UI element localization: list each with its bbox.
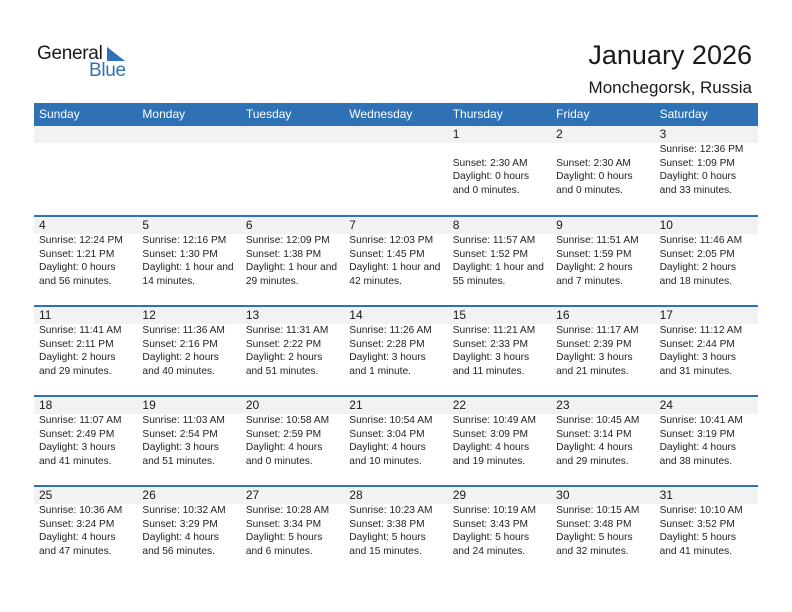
- sun-info: [142, 504, 240, 558]
- sunset-text: Sunset: 2:11 PM: [39, 338, 114, 350]
- sunrise-text: Sunrise: 12:36 PM: [659, 144, 744, 155]
- sun-info: [453, 234, 551, 288]
- sun-info: [453, 324, 551, 378]
- daylight-text: Daylight: 2 hours: [142, 352, 219, 364]
- daylight-text: and 11 minutes.: [452, 365, 525, 377]
- sun-info: [142, 414, 240, 468]
- sunset-text: Sunset: 1:21 PM: [39, 248, 115, 260]
- daylight-text: and 32 minutes.: [556, 545, 629, 557]
- sun-info: [246, 504, 344, 558]
- daylight-text: and 51 minutes.: [142, 455, 215, 467]
- day-number: 29: [452, 488, 467, 502]
- day-cell: [137, 487, 240, 575]
- daylight-text: and 6 minutes.: [245, 545, 313, 557]
- sunrise-text: Sunrise: 10:15 AM: [556, 505, 640, 516]
- day-number: 12: [142, 308, 156, 322]
- sun-info: [246, 234, 344, 288]
- day-cell: [551, 397, 654, 485]
- day-cell: [241, 217, 344, 305]
- day-number: 27: [245, 488, 260, 502]
- day-number: 1: [452, 127, 460, 141]
- day-cell: [344, 126, 447, 214]
- day-number: 18: [39, 398, 53, 412]
- day-cell: [241, 126, 344, 214]
- sunset-text: Sunset: 3:09 PM: [452, 428, 529, 440]
- daylight-text: and 1 minute.: [349, 365, 412, 377]
- sunset-text: Sunset: 1:59 PM: [556, 248, 632, 260]
- sunrise-text: Sunrise: 10:58 AM: [245, 415, 330, 426]
- day-number: 23: [556, 398, 570, 412]
- week-row: [34, 126, 758, 215]
- weekday-friday: Friday: [556, 107, 590, 121]
- sunset-text: Sunset: 1:45 PM: [349, 248, 425, 260]
- daylight-text: Daylight: 3 hours: [349, 352, 426, 364]
- daylight-text: Daylight: 0 hours: [452, 171, 530, 183]
- sunset-text: Sunset: 3:24 PM: [39, 518, 115, 530]
- page-title: January 2026: [588, 40, 752, 70]
- daylight-text: Daylight: 3 hours: [142, 442, 219, 454]
- sunset-text: Sunset: 2:33 PM: [452, 338, 529, 350]
- daylight-text: Daylight: 4 hours: [452, 442, 530, 454]
- daylight-text: and 10 minutes.: [349, 455, 422, 467]
- day-cell: [34, 126, 137, 214]
- week-cells: [34, 487, 758, 575]
- sun-info: [453, 504, 551, 558]
- sunset-text: Sunset: 1:52 PM: [452, 248, 529, 260]
- sun-info: [660, 414, 758, 468]
- day-cell: [137, 126, 240, 214]
- day-number: 2: [556, 127, 563, 141]
- week-cells: [34, 217, 758, 305]
- sunrise-text: Sunrise: 12:09 PM: [245, 235, 330, 246]
- week-cells: [34, 126, 758, 214]
- day-number: 13: [245, 308, 260, 322]
- sun-info: [453, 414, 551, 468]
- sunset-text: Sunset: 3:14 PM: [556, 428, 632, 440]
- daylight-text: and 47 minutes.: [39, 545, 112, 557]
- sun-info: [142, 324, 240, 378]
- daylight-text: and 51 minutes.: [245, 365, 319, 377]
- daylight-text: and 19 minutes.: [452, 455, 526, 467]
- day-cell: [34, 307, 137, 395]
- sunrise-text: Sunrise: 12:03 PM: [349, 235, 434, 246]
- sunrise-text: Sunrise: 11:07 AM: [39, 415, 122, 426]
- sunset-text: Sunset: 2:54 PM: [142, 428, 218, 440]
- day-number: 11: [39, 308, 52, 322]
- calendar-grid: [34, 103, 758, 575]
- sun-info: [349, 504, 447, 558]
- day-number: 26: [142, 488, 156, 502]
- sunrise-text: Sunrise: 10:23 AM: [349, 505, 433, 516]
- daylight-text: and 41 minutes.: [659, 545, 733, 557]
- daylight-text: Daylight: 2 hours: [245, 352, 323, 364]
- daylight-text: and 31 minutes.: [659, 365, 733, 377]
- day-cell: [448, 307, 551, 395]
- day-cell: [448, 126, 551, 214]
- sun-info: [660, 504, 758, 558]
- weekday-monday: Monday: [142, 107, 186, 121]
- day-number: 3: [659, 127, 667, 141]
- sun-info: [556, 324, 654, 378]
- daylight-text: Daylight: 5 hours: [556, 532, 633, 544]
- daylight-text: Daylight: 0 hours: [39, 262, 116, 274]
- sunset-text: Sunset: 1:09 PM: [659, 157, 735, 169]
- sunrise-text: Sunrise: 12:24 PM: [39, 235, 123, 246]
- daylight-text: Daylight: 3 hours: [556, 352, 633, 364]
- daylight-text: and 24 minutes.: [452, 545, 526, 557]
- day-cell: [241, 307, 344, 395]
- day-cell: [448, 217, 551, 305]
- day-number: 30: [556, 488, 570, 502]
- sunset-text: Sunset: 3:48 PM: [556, 518, 632, 530]
- day-number: 9: [556, 218, 563, 232]
- sunrise-text: [453, 143, 551, 157]
- sunrise-text: Sunrise: 10:19 AM: [452, 505, 536, 516]
- weekday-tuesday: Tuesday: [245, 107, 292, 121]
- sunrise-text: Sunrise: 11:36 AM: [142, 325, 225, 336]
- sunrise-text: Sunrise: 11:41 AM: [39, 325, 122, 336]
- day-cell: [34, 487, 137, 575]
- weekday-thursday: Thursday: [452, 107, 503, 121]
- week-row: [34, 485, 758, 575]
- sunrise-text: Sunrise: 10:36 AM: [39, 505, 123, 516]
- week-row: [34, 215, 758, 305]
- day-number: 14: [349, 308, 363, 322]
- sunset-text: Sunset: 2:30 AM: [556, 157, 631, 169]
- day-cell: [655, 487, 758, 575]
- sunset-text: Sunset: 2:39 PM: [556, 338, 632, 350]
- sunset-text: Sunset: 1:38 PM: [245, 248, 322, 260]
- day-number: 4: [39, 218, 46, 232]
- day-number: 22: [452, 398, 467, 412]
- daylight-text: and 29 minutes.: [556, 455, 629, 467]
- week-cells: [34, 397, 758, 485]
- week-row: [34, 305, 758, 395]
- daylight-text: Daylight: 1 hour and: [452, 262, 544, 274]
- sunset-text: Sunset: 3:52 PM: [659, 518, 735, 530]
- daylight-text: and 18 minutes.: [659, 275, 733, 287]
- sunset-text: Sunset: 2:28 PM: [349, 338, 425, 350]
- sun-info: [660, 143, 758, 197]
- day-number: 7: [349, 218, 356, 232]
- daylight-text: 14 minutes.: [142, 275, 196, 287]
- daylight-text: Daylight: 3 hours: [39, 442, 116, 454]
- day-cell: [655, 126, 758, 214]
- day-number: [39, 126, 137, 143]
- day-number: 16: [556, 308, 570, 322]
- day-cell: [344, 307, 447, 395]
- sun-info: [556, 143, 654, 197]
- daylight-text: Daylight: 0 hours: [659, 171, 737, 183]
- day-number: 25: [39, 488, 53, 502]
- sunset-text: Sunset: 2:16 PM: [142, 338, 218, 350]
- daylight-text: Daylight: 5 hours: [349, 532, 426, 544]
- daylight-text: Daylight: 4 hours: [349, 442, 426, 454]
- day-number: 8: [452, 218, 460, 232]
- daylight-text: Daylight: 0 hours: [556, 171, 633, 183]
- day-cell: [655, 397, 758, 485]
- sunset-text: Sunset: 3:38 PM: [349, 518, 425, 530]
- day-cell: [448, 397, 551, 485]
- sunrise-text: Sunrise: 11:57 AM: [452, 235, 536, 246]
- sunset-text: Sunset: 2:30 AM: [452, 157, 528, 169]
- sunset-text: Sunset: 2:05 PM: [659, 248, 735, 260]
- day-cell: [241, 487, 344, 575]
- daylight-text: Daylight: 3 hours: [659, 352, 737, 364]
- daylight-text: and 0 minutes.: [556, 184, 623, 196]
- sunrise-text: Sunrise: 11:03 AM: [142, 415, 225, 426]
- daylight-text: and 38 minutes.: [659, 455, 733, 467]
- sunset-text: Sunset: 3:19 PM: [659, 428, 735, 440]
- sun-info: [246, 324, 344, 378]
- sunrise-text: Sunrise: 10:45 AM: [556, 415, 640, 426]
- daylight-text: Daylight: 4 hours: [245, 442, 323, 454]
- day-number: [349, 126, 447, 143]
- day-cell: [137, 217, 240, 305]
- weekday-wednesday: Wednesday: [349, 107, 413, 121]
- daylight-text: and 41 minutes.: [39, 455, 112, 467]
- sunrise-text: Sunrise: 11:31 AM: [245, 325, 329, 336]
- day-number: 15: [452, 308, 467, 322]
- daylight-text: Daylight: 5 hours: [659, 532, 737, 544]
- sunset-text: Sunset: 2:22 PM: [245, 338, 322, 350]
- sunset-text: Sunset: 2:59 PM: [245, 428, 322, 440]
- sun-info: [39, 504, 137, 558]
- sunrise-text: Sunrise: 10:28 AM: [245, 505, 330, 516]
- sun-info: [246, 414, 344, 468]
- day-number: 28: [349, 488, 363, 502]
- week-row: [34, 395, 758, 485]
- day-number: 19: [142, 398, 156, 412]
- day-number: 31: [659, 488, 673, 502]
- day-number: 21: [349, 398, 363, 412]
- weeks-container: [34, 126, 758, 575]
- sunrise-text: Sunrise: 11:21 AM: [452, 325, 536, 336]
- day-cell: [551, 307, 654, 395]
- day-cell: [34, 397, 137, 485]
- day-number: 10: [659, 218, 673, 232]
- sunrise-text: Sunrise: 11:12 AM: [659, 325, 743, 336]
- day-cell: [137, 307, 240, 395]
- daylight-text: and 40 minutes.: [142, 365, 215, 377]
- day-cell: [655, 307, 758, 395]
- daylight-text: Daylight: 4 hours: [39, 532, 116, 544]
- sun-info: [556, 504, 654, 558]
- sunrise-text: Sunrise: 10:10 AM: [659, 505, 743, 516]
- daylight-text: 29 minutes.: [245, 275, 299, 287]
- logo-text-blue: Blue: [89, 60, 126, 81]
- sunrise-text: Sunrise: 10:32 AM: [142, 505, 226, 516]
- sunset-text: Sunset: 2:49 PM: [39, 428, 115, 440]
- daylight-text: and 56 minutes.: [39, 275, 112, 287]
- daylight-text: and 0 minutes.: [245, 455, 313, 467]
- daylight-text: Daylight: 4 hours: [556, 442, 633, 454]
- brand-logo: [37, 43, 137, 83]
- daylight-text: Daylight: 2 hours: [556, 262, 633, 274]
- day-cell: [551, 487, 654, 575]
- day-cell: [655, 217, 758, 305]
- day-number: 20: [245, 398, 260, 412]
- day-cell: [551, 217, 654, 305]
- sunrise-text: Sunrise: 11:46 AM: [659, 235, 743, 246]
- sunrise-text: Sunrise: 11:17 AM: [556, 325, 639, 336]
- day-number: 5: [142, 218, 150, 232]
- sun-info: [39, 234, 137, 288]
- daylight-text: Daylight: 1 hour and: [142, 262, 234, 274]
- daylight-text: Daylight: 3 hours: [452, 352, 530, 364]
- sunrise-text: Sunrise: 10:54 AM: [349, 415, 433, 426]
- day-number: 24: [659, 398, 673, 412]
- daylight-text: and 33 minutes.: [659, 184, 733, 196]
- weekday-saturday: Saturday: [659, 107, 708, 121]
- daylight-text: and 29 minutes.: [39, 365, 112, 377]
- daylight-text: Daylight: 1 hour and: [349, 262, 441, 274]
- daylight-text: and 7 minutes.: [556, 275, 623, 287]
- sun-info: [660, 324, 758, 378]
- day-cell: [137, 397, 240, 485]
- daylight-text: 55 minutes.: [452, 275, 506, 287]
- day-cell: [34, 217, 137, 305]
- logo-text-general: General: [37, 43, 103, 64]
- weekday-header-row: [34, 103, 758, 126]
- sun-info: [142, 234, 240, 288]
- daylight-text: 42 minutes.: [349, 275, 402, 287]
- daylight-text: and 0 minutes.: [452, 184, 520, 196]
- daylight-text: Daylight: 5 hours: [452, 532, 530, 544]
- sun-info: [349, 414, 447, 468]
- day-cell: [344, 217, 447, 305]
- weekday-sunday: Sunday: [39, 107, 80, 121]
- day-number: [246, 126, 344, 143]
- day-cell: [448, 487, 551, 575]
- sunrise-text: Sunrise: 11:26 AM: [349, 325, 432, 336]
- day-cell: [344, 397, 447, 485]
- sunset-text: Sunset: 3:34 PM: [245, 518, 322, 530]
- sunrise-text: Sunrise: 12:16 PM: [142, 235, 227, 246]
- daylight-text: Daylight: 5 hours: [245, 532, 323, 544]
- sunset-text: Sunset: 3:29 PM: [142, 518, 218, 530]
- daylight-text: Daylight: 4 hours: [142, 532, 219, 544]
- day-cell: [241, 397, 344, 485]
- sunset-text: Sunset: 3:43 PM: [452, 518, 529, 530]
- sunset-text: Sunset: 3:04 PM: [349, 428, 425, 440]
- sun-info: [556, 234, 654, 288]
- sun-info: [556, 414, 654, 468]
- daylight-text: and 56 minutes.: [142, 545, 215, 557]
- day-cell: [344, 487, 447, 575]
- sunrise-text: Sunrise: 11:51 AM: [556, 235, 639, 246]
- daylight-text: and 15 minutes.: [349, 545, 422, 557]
- sun-info: [660, 234, 758, 288]
- day-number: 6: [245, 218, 253, 232]
- week-cells: [34, 307, 758, 395]
- day-number: 17: [659, 308, 673, 322]
- daylight-text: Daylight: 2 hours: [659, 262, 737, 274]
- sunrise-text: Sunrise: 10:41 AM: [659, 415, 743, 426]
- daylight-text: Daylight: 1 hour and: [245, 262, 338, 274]
- sunrise-text: Sunrise: 10:49 AM: [452, 415, 536, 426]
- sun-info: [349, 234, 447, 288]
- daylight-text: and 21 minutes.: [556, 365, 629, 377]
- day-number: [142, 126, 240, 143]
- daylight-text: Daylight: 2 hours: [39, 352, 116, 364]
- triangle-flag-icon: [107, 47, 125, 61]
- location-subtitle: Monchegorsk, Russia: [588, 78, 752, 97]
- sunset-text: Sunset: 1:30 PM: [142, 248, 218, 260]
- daylight-text: Daylight: 4 hours: [659, 442, 737, 454]
- sunset-text: Sunset: 2:44 PM: [659, 338, 735, 350]
- sun-info: [349, 324, 447, 378]
- sunrise-text: [556, 143, 654, 157]
- sun-info: [39, 324, 137, 378]
- day-cell: [551, 126, 654, 214]
- sun-info: [39, 414, 137, 468]
- sun-info: [453, 143, 551, 197]
